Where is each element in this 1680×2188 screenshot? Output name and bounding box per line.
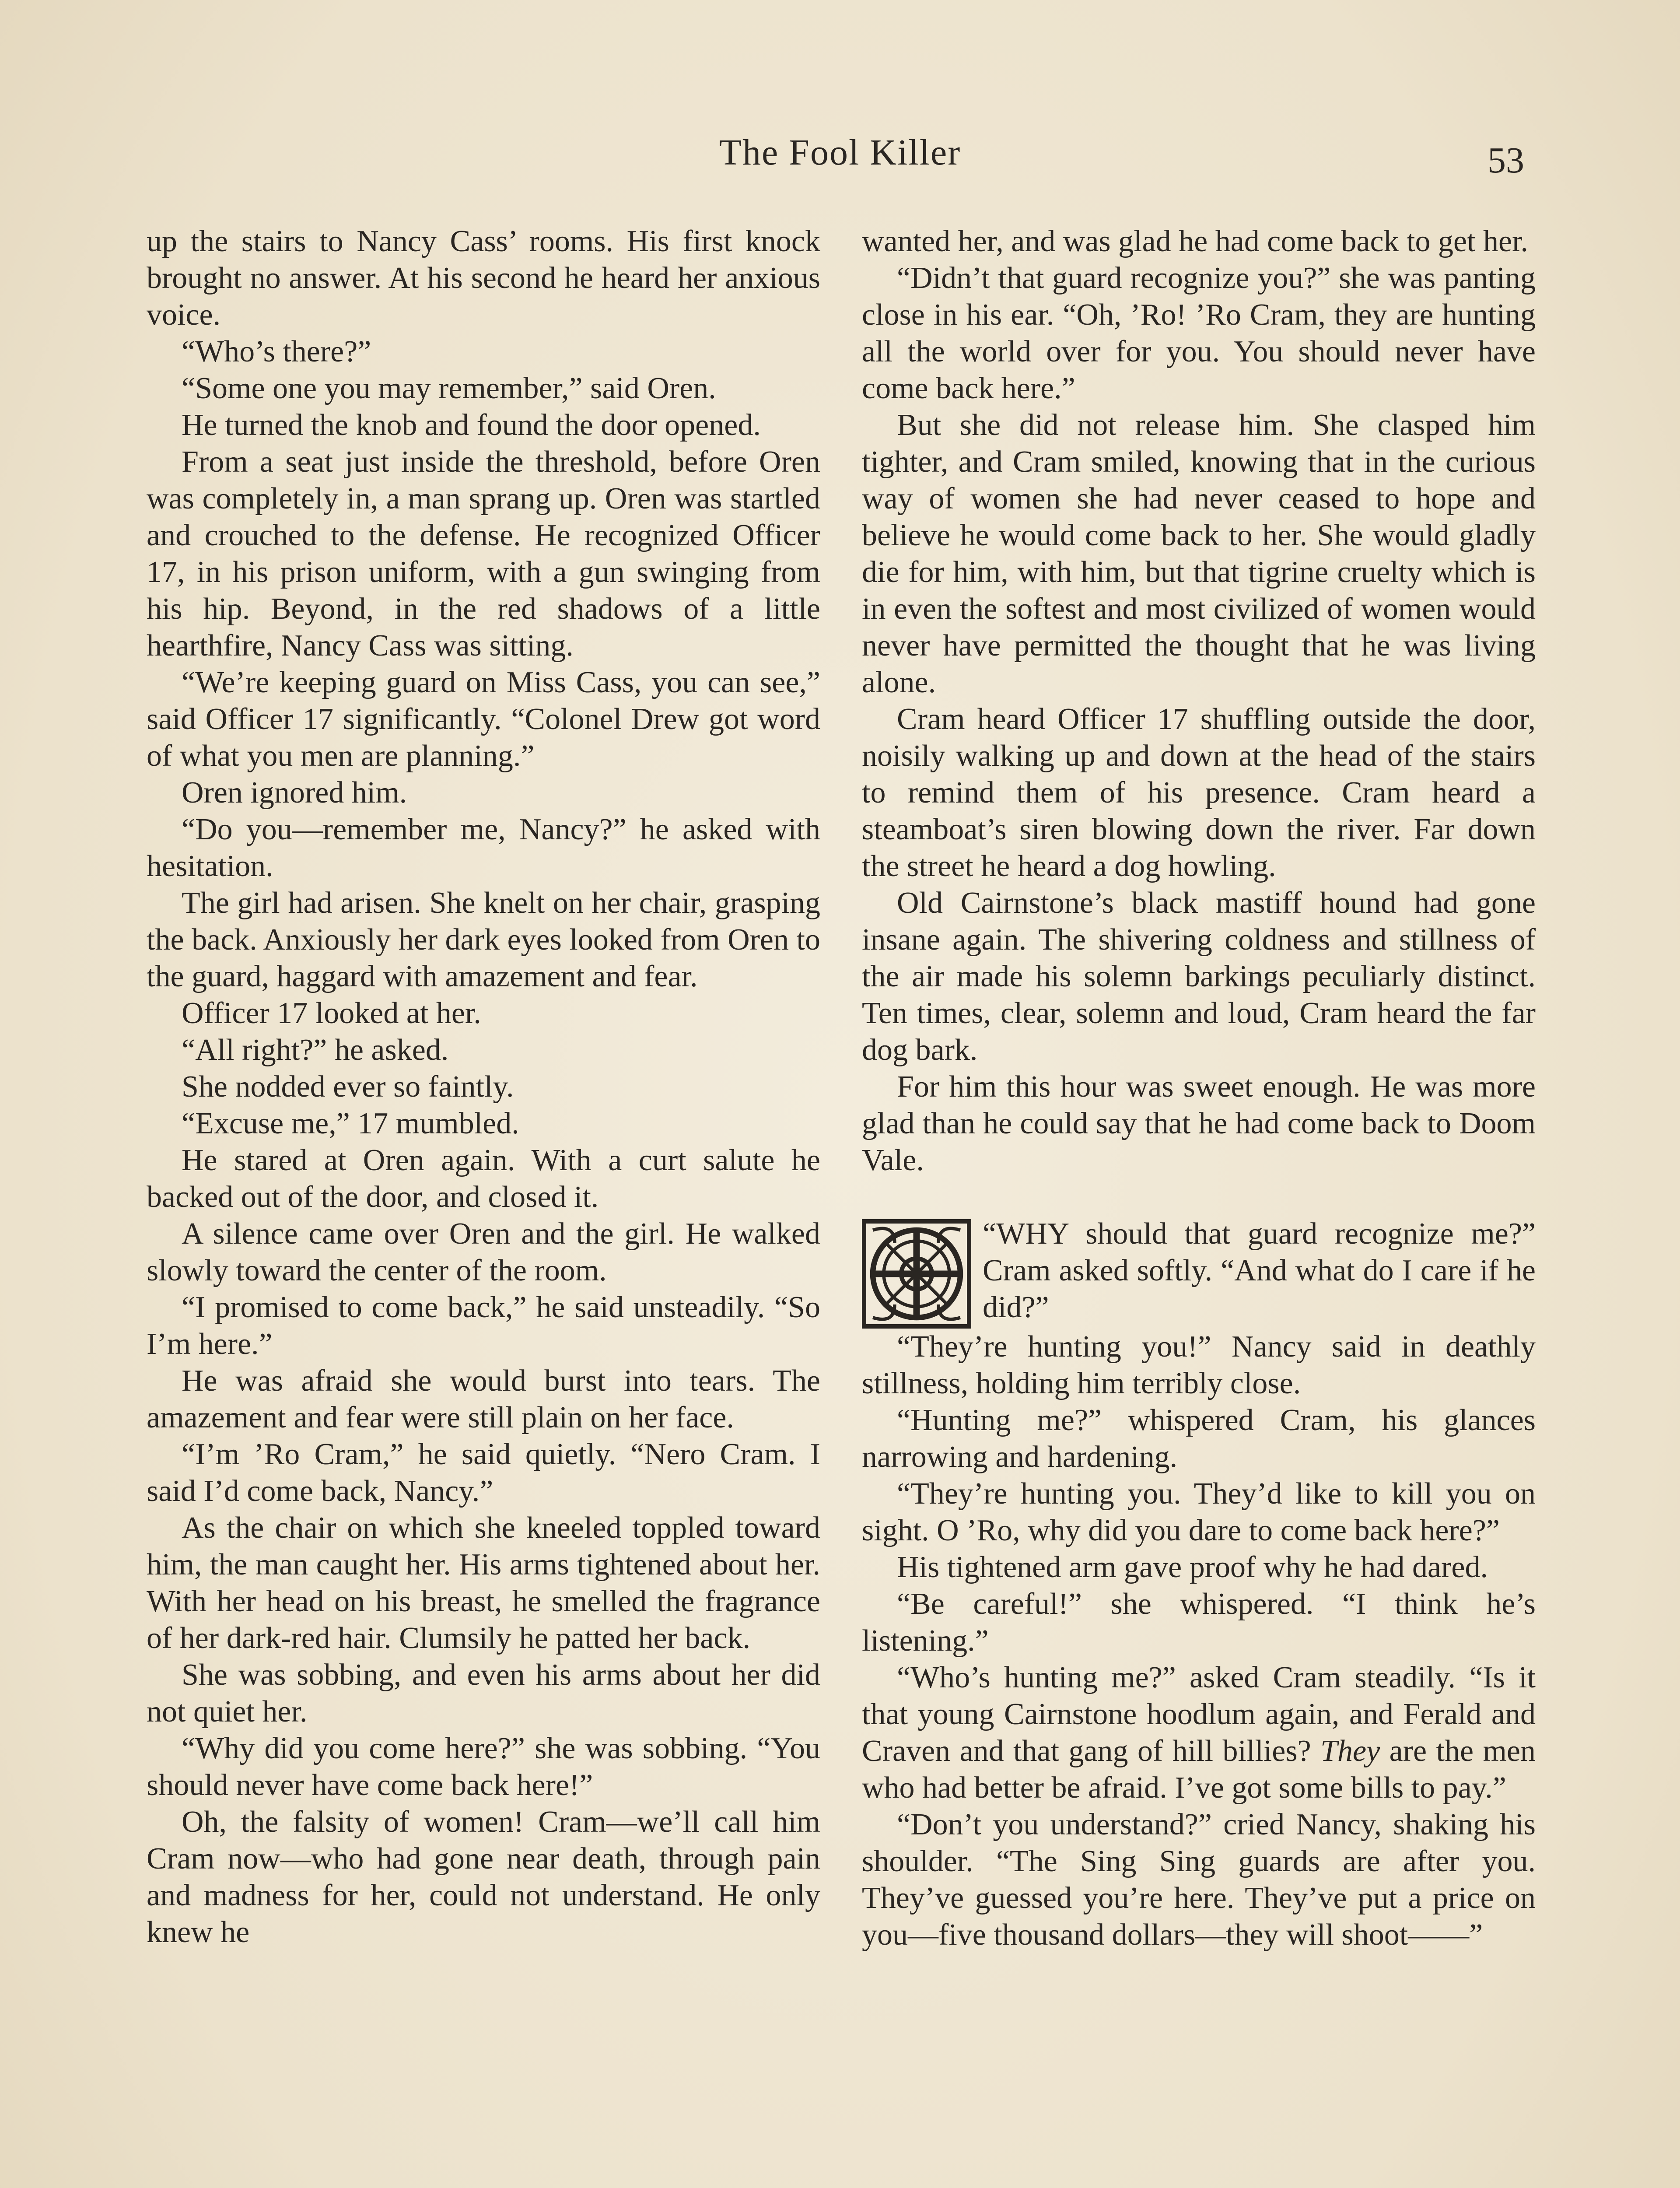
paragraph: Oren ignored him.: [182, 776, 407, 810]
paragraph-text: “Who’s hunting me?” asked Cram steadily. “Is it that young Cairnstone hoodlum again, and Ferald and Craven and that gang of hill billies?: [862, 1661, 1536, 1768]
section-gap: [862, 1179, 1536, 1216]
paragraph: He was afraid she would burst into tears. The amazement and fear were still plain on her face.: [147, 1364, 820, 1434]
celtic-knot-ornament-icon: [862, 1219, 971, 1329]
paragraph: She was sobbing, and even his arms about her did not quiet her.: [147, 1658, 820, 1729]
paragraph: As the chair on which she kneeled toppled toward him, the man caught her. His arms tightened about her. With her head on his breast, he smelled the fragrance of her dark-red hair. Clumsily he patted her back.: [147, 1511, 820, 1655]
paragraph: A silence came over Oren and the girl. He walked slowly toward the center of the room.: [147, 1217, 820, 1287]
paragraph: Cram heard Officer 17 shuffling outside the door, noisily walking up and down at the head of the stairs to remind them of his presence. Cram heard a steamboat’s siren blowing down the river. Far down the street he heard a dog howling.: [862, 702, 1536, 883]
paragraph: “Hunting me?” whispered Cram, his glances narrowing and hardening.: [862, 1403, 1536, 1474]
paragraph: “Be careful!” she whispered. “I think he’s listening.”: [862, 1587, 1536, 1658]
paragraph: “Some one you may remember,” said Oren.: [182, 372, 716, 405]
paragraph: “Why did you come here?” she was sobbing. “You should never have come back here!”: [147, 1732, 820, 1802]
paragraph: His tightened arm gave proof why he had dared.: [897, 1550, 1488, 1584]
paragraph: “They’re hunting you. They’d like to kill you on sight. O ’Ro, why did you dare to come back here?”: [862, 1477, 1536, 1547]
left-column: [147, 223, 820, 2188]
paragraph: “They’re hunting you!” Nancy said in deathly stillness, holding him terribly close.: [862, 1330, 1536, 1400]
paragraph: “Didn’t that guard recognize you?” she was panting close in his ear. “Oh, ’Ro! ’Ro Cram, they are hunting all the world over for you. You should never have come back here.”: [862, 261, 1536, 405]
paragraph: “We’re keeping guard on Miss Cass, you can see,” said Officer 17 significantly. “Colonel Drew got word of what you men are planning.”: [147, 666, 820, 773]
paragraph: “Do you—remember me, Nancy?” he asked with hesitation.: [147, 813, 820, 883]
paragraph: For him this hour was sweet enough. He was more glad than he could say that he had come back to Doom Vale.: [862, 1070, 1536, 1177]
paragraph-text: are the men who had better be afraid. I’ve got some bills to pay.”: [862, 1734, 1536, 1805]
paragraph: But she did not release him. She clasped him tighter, and Cram smiled, knowing that in the curious way of women she had never ceased to hope and believe he would come back to her. She would gladly die for him, with him, but that tigrine cruelty which is in even the softest and most civilized of women would never have permitted the thought that he was living alone.: [862, 408, 1536, 699]
paragraph: [862, 1659, 1536, 1806]
paragraph: The girl had arisen. She knelt on her chair, grasping the back. Anxiously her dark eyes looked from Oren to the guard, haggard with amazement and fear.: [147, 886, 820, 993]
paragraph: “Excuse me,” 17 mumbled.: [182, 1107, 519, 1140]
paragraph: Oh, the falsity of women! Cram—we’ll call him Cram now—who had gone near death, through pain and madness for her, could not understand. He only knew he: [147, 1805, 820, 1949]
paragraph: “I promised to come back,” he said unsteadily. “So I’m here.”: [147, 1290, 820, 1361]
paragraph: She nodded ever so faintly.: [182, 1070, 514, 1104]
emphasis-text: They: [1320, 1734, 1380, 1768]
page-number: 53: [1488, 140, 1524, 181]
paragraph: He turned the knob and found the door opened.: [182, 408, 761, 442]
paragraph: He stared at Oren again. With a curt salute he backed out of the door, and closed it.: [147, 1143, 820, 1214]
paragraph: From a seat just inside the threshold, before Oren was completely in, a man sprang up. Oren was startled and crouched to the defense. He recognized Officer 17, in his prison uniform, with a gun swinging from his hip. Beyond, in the red shadows of a little hearthfire, Nancy Cass was sitting.: [147, 445, 820, 663]
paragraph: Old Cairnstone’s black mastiff hound had gone insane again. The shivering coldness and stillness of the air made his solemn barkings peculiarly distinct. Ten times, clear, solemn and loud, Cram heard the far dog bark.: [862, 886, 1536, 1067]
section-opening: [862, 1216, 1536, 1329]
paragraph: “All right?” he asked.: [182, 1033, 449, 1067]
paragraph: “Who’s there?”: [182, 335, 371, 368]
running-title: The Fool Killer: [719, 132, 961, 173]
paragraph: “I’m ’Ro Cram,” he said quietly. “Nero Cram. I said I’d come back, Nancy.”: [147, 1438, 820, 1508]
paragraph: Officer 17 looked at her.: [182, 996, 481, 1030]
right-column: [862, 223, 1536, 2188]
paragraph: “Don’t you understand?” cried Nancy, shaking his shoulder. “The Sing Sing guards are after you. They’ve guessed you’re here. They’ve put a price on you—five thousand dollars—they will shoot——”: [862, 1808, 1536, 1952]
section-opening-text: “WHY should that guard recognize me?” Cram asked softly. “And what do I care if he did?”: [983, 1217, 1536, 1324]
paragraph: up the stairs to Nancy Cass’ rooms. His first knock brought no answer. At his second he heard her anxious voice.: [147, 224, 820, 332]
paragraph: wanted her, and was glad he had come back to get her.: [862, 224, 1529, 258]
